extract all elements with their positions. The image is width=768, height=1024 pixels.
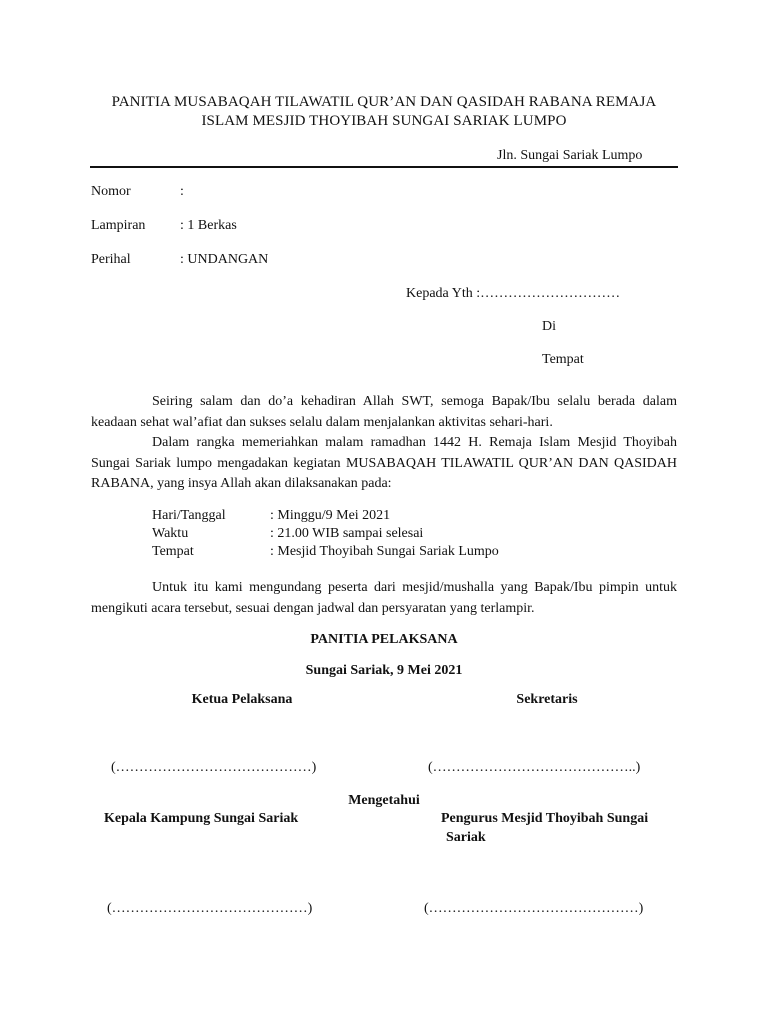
committee-title: PANITIA PELAKSANA [310, 632, 458, 647]
ketua-signature-blank: (……………………………………) [111, 760, 317, 775]
kepala-title: Kepala Kampung Sungai Sariak [104, 811, 299, 826]
paragraph-greeting: Seiring salam dan do’a kehadiran Allah SWT, semoga Bapak/Ibu selalu berada dalam keadaan sehat wal’afiat dan sukses selalu dalam menjalankan aktivitas sehari-hari. [91, 394, 677, 430]
recipient-tempat: Tempat [542, 352, 584, 367]
schedule-label-place: Tempat [152, 544, 194, 559]
mengetahui-title: Mengetahui [348, 793, 420, 808]
ketua-title: Ketua Pelaksana [191, 692, 293, 707]
paragraph-event: Dalam rangka memeriahkan malam ramadhan 1442 H. Remaja Islam Mesjid Thoyibah Sungai Sariak lumpo mengadakan kegiatan MUSABAQAH TILAWATIL QUR’AN DAN QASIDAH RABANA, yang insya Allah akan dilaksanakan pada: [91, 435, 677, 491]
lampiran-value: : 1 Berkas [180, 218, 237, 233]
recipient-kepada: Kepada Yth :………………………… [406, 286, 621, 301]
lampiran-label: Lampiran [91, 218, 146, 233]
header-address: Jln. Sungai Sariak Lumpo [497, 148, 643, 163]
schedule-label-date: Hari/Tanggal [152, 508, 226, 523]
pengurus-title-line-1: Pengurus Mesjid Thoyibah Sungai [441, 811, 649, 826]
header-rule [90, 166, 678, 168]
place-date: Sungai Sariak, 9 Mei 2021 [305, 663, 463, 678]
paragraph-invitation: Untuk itu kami mengundang peserta dari mesjid/mushalla yang Bapak/Ibu pimpin untuk mengikuti acara tersebut, sesuai dengan jadwal dan persyaratan yang terlampir. [91, 580, 677, 616]
sekretaris-signature-blank: (……………………………………..) [428, 760, 641, 775]
schedule-label-time: Waktu [152, 526, 189, 541]
kepala-signature-blank: (……………………………………) [107, 901, 313, 916]
schedule-value-date: : Minggu/9 Mei 2021 [270, 508, 391, 523]
header-line-1: PANITIA MUSABAQAH TILAWATIL QUR’AN DAN QASIDAH RABANA REMAJA [111, 94, 657, 110]
perihal-value: : UNDANGAN [180, 252, 269, 267]
sekretaris-title: Sekretaris [516, 692, 578, 707]
nomor-label: Nomor [91, 184, 131, 199]
schedule-value-place: : Mesjid Thoyibah Sungai Sariak Lumpo [270, 544, 499, 559]
perihal-label: Perihal [91, 252, 131, 267]
recipient-di: Di [542, 319, 556, 334]
header-line-2: ISLAM MESJID THOYIBAH SUNGAI SARIAK LUMPO [201, 113, 567, 129]
nomor-value: : [180, 184, 184, 199]
pengurus-signature-blank: (………………………………………) [424, 901, 644, 916]
pengurus-title-line-2: Sariak [446, 830, 486, 845]
schedule-value-time: : 21.00 WIB sampai selesai [270, 526, 424, 541]
